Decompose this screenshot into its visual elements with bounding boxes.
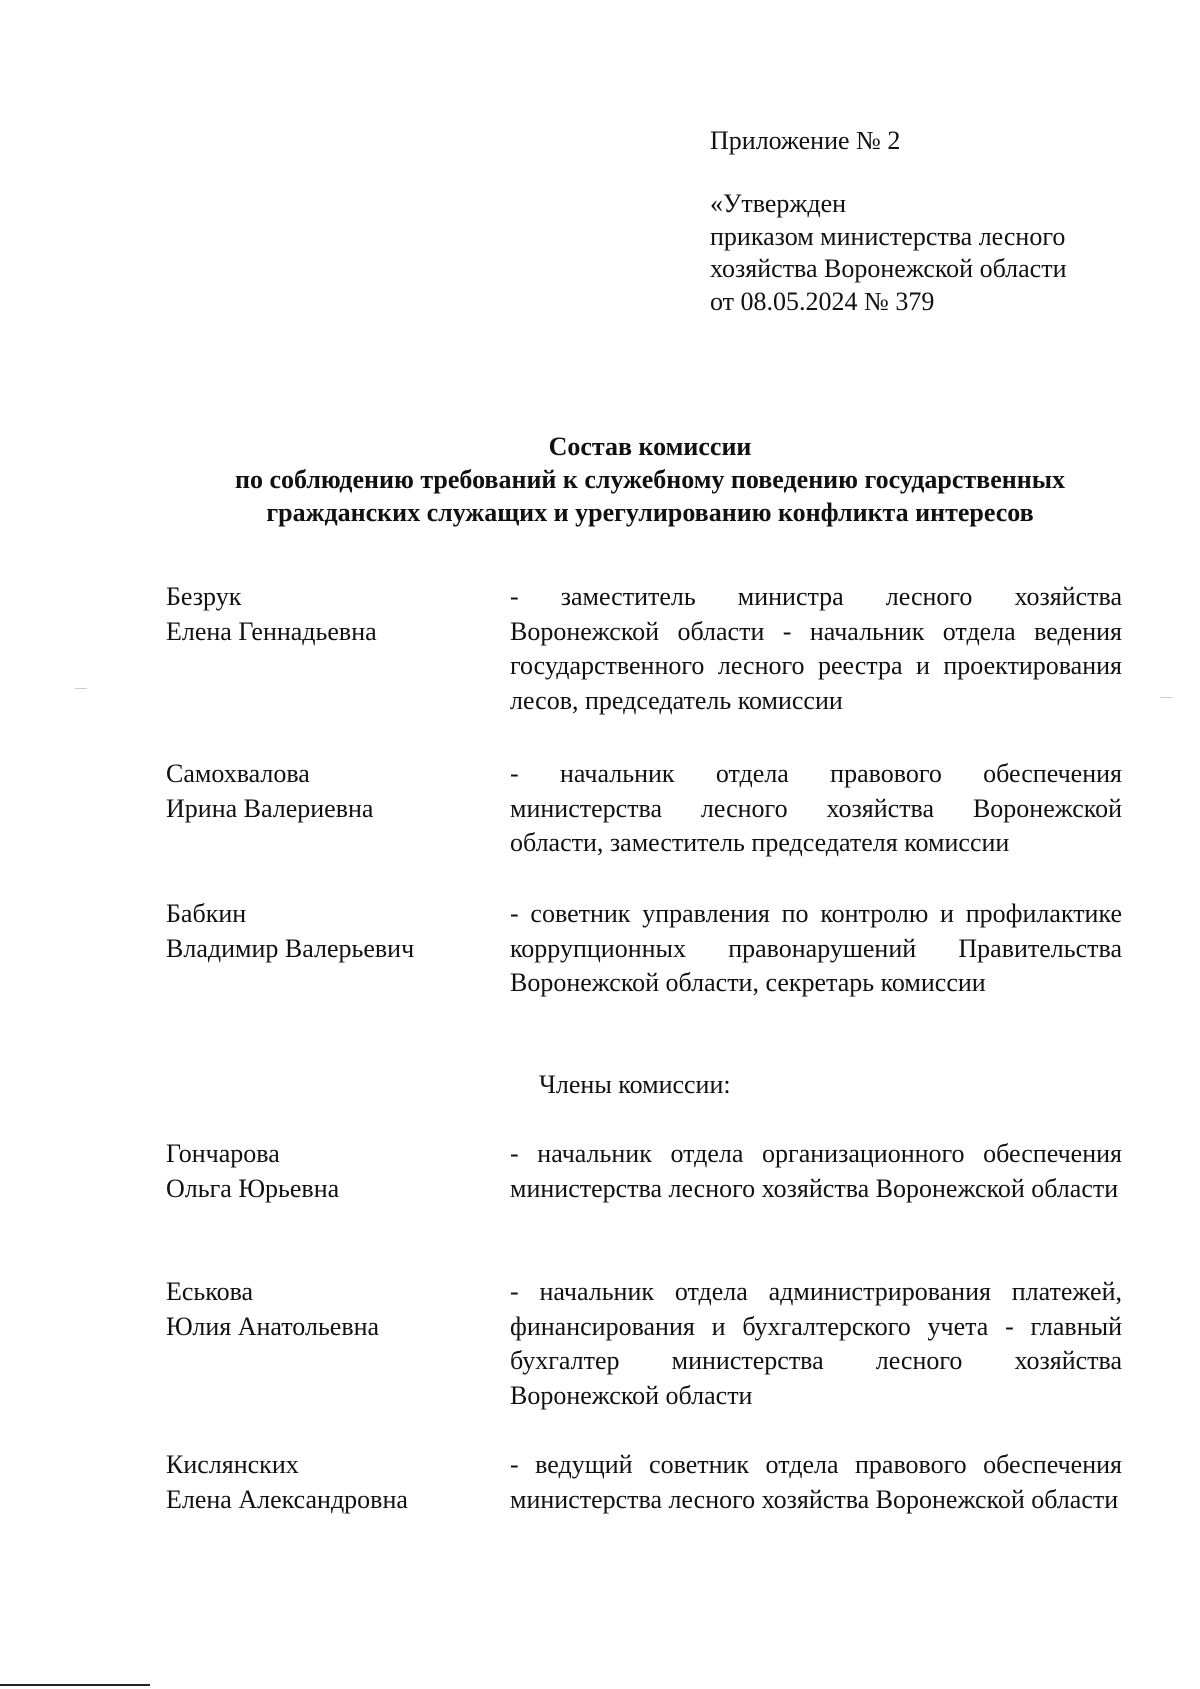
- title-line: Состав комиссии: [548, 432, 752, 461]
- footer-rule: [0, 1684, 150, 1686]
- person-surname: Кислянских: [166, 1450, 299, 1479]
- approval-line: приказом министерства лесного: [710, 221, 1066, 251]
- person-role: - заместитель министра лесного хозяйства Воронежской области - начальник отдела ведения государственного лесного реестра и проектирования лесов, председатель комиссии: [510, 582, 1122, 715]
- title-line: по соблюдению требований к служебному поведению государственных: [234, 465, 1066, 494]
- person-surname: Бабкин: [166, 899, 247, 928]
- approval-line: хозяйства Воронежской области: [710, 254, 1067, 283]
- person-role: - советник управления по контролю и профилактике коррупционных правонарушений Правительства Воронежской области, секретарь комиссии: [510, 899, 1122, 997]
- person-surname: Самохвалова: [166, 759, 310, 788]
- person-role: - начальник отдела организационного обеспечения министерства лесного хозяйства Воронежской области: [510, 1139, 1122, 1203]
- person-surname: Еськова: [166, 1277, 254, 1306]
- person-role: - начальник отдела администрирования платежей, финансирования и бухгалтерского учета - главный бухгалтер министерства лесного хозяйства Воронежской области: [510, 1277, 1122, 1410]
- left-margin-mark: [75, 688, 87, 689]
- annex-number: Приложение № 2: [710, 126, 901, 155]
- approval-stamp-block: [710, 188, 1067, 318]
- person-given-names: Ирина Валериевна: [166, 793, 374, 823]
- person-surname: Гончарова: [166, 1139, 280, 1168]
- person-given-names: Елена Геннадьевна: [166, 616, 377, 646]
- person-name: [166, 1275, 496, 1344]
- person-given-names: Ольга Юрьевна: [166, 1173, 340, 1203]
- person-given-names: Елена Александровна: [166, 1484, 408, 1514]
- person-given-names: Владимир Валерьевич: [166, 933, 415, 963]
- approval-line: от 08.05.2024 № 379: [710, 286, 935, 316]
- person-role: - начальник отдела правового обеспечения министерства лесного хозяйства Воронежской области, заместитель председателя комиссии: [510, 759, 1122, 857]
- person-name: [166, 897, 496, 966]
- members-heading: Члены комиссии:: [539, 1070, 731, 1099]
- person-name: [166, 757, 496, 826]
- person-name: [166, 580, 496, 649]
- title-line: гражданских служащих и урегулированию конфликта интересов: [266, 498, 1034, 527]
- person-name: [166, 1137, 496, 1206]
- approval-line: «Утвержден: [710, 189, 847, 218]
- right-margin-mark: [1160, 697, 1172, 698]
- person-given-names: Юлия Анатольевна: [166, 1311, 380, 1341]
- person-role: - ведущий советник отдела правового обеспечения министерства лесного хозяйства Воронежской области: [510, 1450, 1122, 1514]
- document-title: [150, 430, 1150, 529]
- person-surname: Безрук: [166, 582, 242, 611]
- person-name: [166, 1448, 496, 1517]
